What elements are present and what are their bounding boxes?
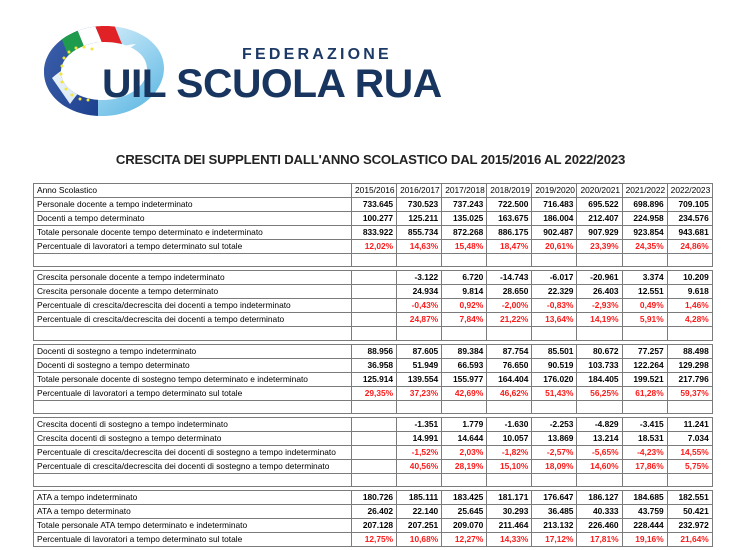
cell: 10,68% — [397, 533, 442, 547]
cell: 1.779 — [442, 417, 487, 431]
cell: 51,43% — [532, 386, 577, 400]
cell: -1,52% — [397, 445, 442, 459]
brand-text — [102, 32, 442, 118]
cell: 695.522 — [577, 198, 622, 212]
row-label — [34, 254, 352, 267]
cell: 59,37% — [667, 386, 712, 400]
cell — [577, 473, 622, 486]
cell — [667, 254, 712, 267]
cell: 14,63% — [397, 240, 442, 254]
table-row — [34, 285, 713, 299]
cell: 228.444 — [622, 519, 667, 533]
brand-name: UIL SCUOLA RUA — [102, 62, 442, 106]
cell: 11.241 — [667, 417, 712, 431]
cell: 14,33% — [487, 533, 532, 547]
row-label: Crescita docenti di sostegno a tempo indeterminato — [34, 417, 352, 431]
cell: 61,28% — [622, 386, 667, 400]
cell: 10.057 — [487, 431, 532, 445]
cell — [352, 417, 397, 431]
cell: 12,27% — [442, 533, 487, 547]
cell: 943.681 — [667, 226, 712, 240]
cell — [397, 254, 442, 267]
cell: 9.618 — [667, 285, 712, 299]
cell: -2,93% — [577, 299, 622, 313]
cell — [487, 473, 532, 486]
cell: 709.105 — [667, 198, 712, 212]
cell: 855.734 — [397, 226, 442, 240]
cell: 42,69% — [442, 386, 487, 400]
cell: 722.500 — [487, 198, 532, 212]
cell: 14,60% — [577, 459, 622, 473]
cell — [442, 400, 487, 413]
cell: -5,65% — [577, 445, 622, 459]
cell: 85.501 — [532, 344, 577, 358]
cell: 88.956 — [352, 344, 397, 358]
table-row — [34, 431, 713, 445]
cell — [352, 400, 397, 413]
cell: 21,64% — [667, 533, 712, 547]
column-header-3: 2018/2019 — [487, 184, 532, 198]
cell: 14,55% — [667, 445, 712, 459]
cell: 103.733 — [577, 358, 622, 372]
cell: 43.759 — [622, 505, 667, 519]
table-block-ata — [33, 490, 713, 547]
cell: -2,57% — [532, 445, 577, 459]
cell: 2,03% — [442, 445, 487, 459]
cell: -3.122 — [397, 271, 442, 285]
cell: 886.175 — [487, 226, 532, 240]
cell — [532, 254, 577, 267]
table-row — [34, 240, 713, 254]
table-row — [34, 533, 713, 547]
row-label: Docenti di sostegno a tempo determinato — [34, 358, 352, 372]
cell: 51.949 — [397, 358, 442, 372]
cell: 18.531 — [622, 431, 667, 445]
cell: 21,22% — [487, 313, 532, 327]
table-spacer-row — [34, 254, 713, 267]
cell — [532, 327, 577, 340]
row-label: Crescita docenti di sostegno a tempo determinato — [34, 431, 352, 445]
table-row — [34, 344, 713, 358]
cell: 7,84% — [442, 313, 487, 327]
cell: 199.521 — [622, 372, 667, 386]
cell: 5,91% — [622, 313, 667, 327]
cell: 76.650 — [487, 358, 532, 372]
cell: 17,86% — [622, 459, 667, 473]
cell — [352, 473, 397, 486]
cell: 17,12% — [532, 533, 577, 547]
row-label: Percentuale di crescita/decrescita dei docenti a tempo indeterminato — [34, 299, 352, 313]
cell: 186.004 — [532, 212, 577, 226]
cell: 37,23% — [397, 386, 442, 400]
cell: 183.425 — [442, 491, 487, 505]
table-block-crescita-docenti — [33, 270, 713, 340]
column-header-6: 2021/2022 — [622, 184, 667, 198]
cell: 15,10% — [487, 459, 532, 473]
cell — [622, 400, 667, 413]
cell: 211.464 — [487, 519, 532, 533]
cell — [352, 254, 397, 267]
cell: 181.171 — [487, 491, 532, 505]
cell: 182.551 — [667, 491, 712, 505]
cell: 923.854 — [622, 226, 667, 240]
cell — [667, 473, 712, 486]
cell — [352, 459, 397, 473]
cell: 155.977 — [442, 372, 487, 386]
cell: 17,81% — [577, 533, 622, 547]
cell: -0,43% — [397, 299, 442, 313]
cell: -14.743 — [487, 271, 532, 285]
cell — [352, 327, 397, 340]
cell: 89.384 — [442, 344, 487, 358]
row-label — [34, 327, 352, 340]
table-row — [34, 198, 713, 212]
cell: 80.672 — [577, 344, 622, 358]
cell: 207.251 — [397, 519, 442, 533]
row-label: Percentuale di crescita/decrescita dei docenti di sostegno a tempo determinato — [34, 459, 352, 473]
table-row — [34, 519, 713, 533]
cell — [352, 313, 397, 327]
row-label: Totale personale docente di sostegno tempo determinato e indeterminato — [34, 372, 352, 386]
cell: 3.374 — [622, 271, 667, 285]
cell: 13.214 — [577, 431, 622, 445]
cell: 180.726 — [352, 491, 397, 505]
cell: 7.034 — [667, 431, 712, 445]
cell — [577, 254, 622, 267]
cell — [442, 473, 487, 486]
cell — [397, 400, 442, 413]
cell: 66.593 — [442, 358, 487, 372]
table-row — [34, 226, 713, 240]
cell: -1.630 — [487, 417, 532, 431]
column-header-5: 2020/2021 — [577, 184, 622, 198]
cell: 4,28% — [667, 313, 712, 327]
cell: 19,16% — [622, 533, 667, 547]
cell: 24,35% — [622, 240, 667, 254]
row-label: ATA a tempo determinato — [34, 505, 352, 519]
table-spacer-row — [34, 473, 713, 486]
row-label: ATA a tempo indeterminato — [34, 491, 352, 505]
table-spacer-row — [34, 400, 713, 413]
row-label: Crescita personale docente a tempo determinato — [34, 285, 352, 299]
cell: 87.605 — [397, 344, 442, 358]
cell — [352, 431, 397, 445]
cell: 733.645 — [352, 198, 397, 212]
cell: -20.961 — [577, 271, 622, 285]
cell — [397, 327, 442, 340]
cell: 213.132 — [532, 519, 577, 533]
cell — [352, 299, 397, 313]
cell: 186.127 — [577, 491, 622, 505]
cell: 135.025 — [442, 212, 487, 226]
cell — [667, 327, 712, 340]
cell: 163.675 — [487, 212, 532, 226]
cell — [487, 400, 532, 413]
cell — [577, 327, 622, 340]
cell: 164.404 — [487, 372, 532, 386]
table-row — [34, 459, 713, 473]
cell: 737.243 — [442, 198, 487, 212]
cell: 5,75% — [667, 459, 712, 473]
cell: 22.329 — [532, 285, 577, 299]
row-label: Crescita personale docente a tempo indeterminato — [34, 271, 352, 285]
table-row — [34, 386, 713, 400]
row-label: Anno Scolastico — [34, 184, 352, 198]
cell: 716.483 — [532, 198, 577, 212]
cell: 0,49% — [622, 299, 667, 313]
table-row — [34, 358, 713, 372]
table-row — [34, 271, 713, 285]
table-block-crescita-sostegno — [33, 417, 713, 487]
cell: 902.487 — [532, 226, 577, 240]
cell: 22.140 — [397, 505, 442, 519]
cell — [442, 327, 487, 340]
cell — [487, 327, 532, 340]
row-label — [34, 473, 352, 486]
cell: 20,61% — [532, 240, 577, 254]
cell: 234.576 — [667, 212, 712, 226]
cell: 36.485 — [532, 505, 577, 519]
row-label: Personale docente a tempo indeterminato — [34, 198, 352, 212]
cell: 872.268 — [442, 226, 487, 240]
cell: 90.519 — [532, 358, 577, 372]
cell: 40.333 — [577, 505, 622, 519]
cell: 129.298 — [667, 358, 712, 372]
cell: 184.405 — [577, 372, 622, 386]
cell — [442, 254, 487, 267]
cell: 36.958 — [352, 358, 397, 372]
row-label: Percentuale di lavoratori a tempo determinato sul totale — [34, 240, 352, 254]
row-label: Docenti a tempo determinato — [34, 212, 352, 226]
table-row — [34, 445, 713, 459]
cell: 24,86% — [667, 240, 712, 254]
row-label: Totale personale ATA tempo determinato e indeterminato — [34, 519, 352, 533]
row-label: Totale personale docente tempo determinato e indeterminato — [34, 226, 352, 240]
cell: 125.211 — [397, 212, 442, 226]
table-row — [34, 299, 713, 313]
row-label: Percentuale di lavoratori a tempo determinato sul totale — [34, 386, 352, 400]
cell: 46,62% — [487, 386, 532, 400]
row-label — [34, 400, 352, 413]
cell: 9.814 — [442, 285, 487, 299]
cell: 25.645 — [442, 505, 487, 519]
cell: 122.264 — [622, 358, 667, 372]
cell: 40,56% — [397, 459, 442, 473]
cell — [352, 285, 397, 299]
cell: 18,47% — [487, 240, 532, 254]
cell: 18,09% — [532, 459, 577, 473]
cell: -0,83% — [532, 299, 577, 313]
cell — [352, 445, 397, 459]
cell — [577, 400, 622, 413]
cell: -1.351 — [397, 417, 442, 431]
cell: 209.070 — [442, 519, 487, 533]
cell: -2.253 — [532, 417, 577, 431]
cell: 24,87% — [397, 313, 442, 327]
cell: 833.922 — [352, 226, 397, 240]
cell: 12,02% — [352, 240, 397, 254]
cell: 88.498 — [667, 344, 712, 358]
cell: 26.402 — [352, 505, 397, 519]
data-sheet — [33, 183, 712, 550]
table-row — [34, 372, 713, 386]
cell: 77.257 — [622, 344, 667, 358]
cell: 12.551 — [622, 285, 667, 299]
cell — [622, 327, 667, 340]
table-row — [34, 491, 713, 505]
cell — [532, 400, 577, 413]
page-header — [0, 0, 741, 140]
cell — [397, 473, 442, 486]
table-block-docenti-totali — [33, 183, 713, 267]
cell — [622, 254, 667, 267]
cell: 13.869 — [532, 431, 577, 445]
cell: 176.020 — [532, 372, 577, 386]
cell: 224.958 — [622, 212, 667, 226]
cell: 226.460 — [577, 519, 622, 533]
table-row — [34, 212, 713, 226]
table-row — [34, 184, 713, 198]
federation-label: FEDERAZIONE — [242, 46, 392, 63]
page-title: CRESCITA DEI SUPPLENTI DALL'ANNO SCOLASTICO DAL 2015/2016 AL 2022/2023 — [115, 152, 626, 167]
cell: 10.209 — [667, 271, 712, 285]
cell: 730.523 — [397, 198, 442, 212]
cell: 139.554 — [397, 372, 442, 386]
cell: 100.277 — [352, 212, 397, 226]
cell: 6.720 — [442, 271, 487, 285]
cell: 212.407 — [577, 212, 622, 226]
cell: 29,35% — [352, 386, 397, 400]
cell: -4,23% — [622, 445, 667, 459]
column-header-7: 2022/2023 — [667, 184, 712, 198]
cell: -2,00% — [487, 299, 532, 313]
cell: 56,25% — [577, 386, 622, 400]
cell: 13,64% — [532, 313, 577, 327]
cell — [622, 473, 667, 486]
cell — [352, 271, 397, 285]
table-row — [34, 417, 713, 431]
cell: 1,46% — [667, 299, 712, 313]
cell: 207.128 — [352, 519, 397, 533]
column-header-4: 2019/2020 — [532, 184, 577, 198]
cell: 26.403 — [577, 285, 622, 299]
cell: -6.017 — [532, 271, 577, 285]
cell: 50.421 — [667, 505, 712, 519]
cell: 87.754 — [487, 344, 532, 358]
cell: -4.829 — [577, 417, 622, 431]
cell: 30.293 — [487, 505, 532, 519]
cell: 184.685 — [622, 491, 667, 505]
column-header-2: 2017/2018 — [442, 184, 487, 198]
cell: 176.647 — [532, 491, 577, 505]
cell: 698.896 — [622, 198, 667, 212]
row-label: Percentuale di crescita/decrescita dei docenti di sostegno a tempo indeterminato — [34, 445, 352, 459]
cell: 14.991 — [397, 431, 442, 445]
brand-logo — [40, 22, 442, 122]
cell: 28,19% — [442, 459, 487, 473]
table-row — [34, 313, 713, 327]
cell: 0,92% — [442, 299, 487, 313]
cell: 14.644 — [442, 431, 487, 445]
table-block-sostegno-totali — [33, 344, 713, 414]
cell — [487, 254, 532, 267]
cell: -3.415 — [622, 417, 667, 431]
cell: 23,39% — [577, 240, 622, 254]
cell: 185.111 — [397, 491, 442, 505]
cell: 125.914 — [352, 372, 397, 386]
cell: 217.796 — [667, 372, 712, 386]
row-label: Percentuale di crescita/decrescita dei docenti a tempo determinato — [34, 313, 352, 327]
column-header-0: 2015/2016 — [352, 184, 397, 198]
cell: 232.972 — [667, 519, 712, 533]
cell: 15,48% — [442, 240, 487, 254]
cell — [667, 400, 712, 413]
row-label: Docenti di sostegno a tempo indeterminato — [34, 344, 352, 358]
row-label: Percentuale di lavoratori a tempo determinato sul totale — [34, 533, 352, 547]
cell: 28.650 — [487, 285, 532, 299]
table-spacer-row — [34, 327, 713, 340]
cell: 24.934 — [397, 285, 442, 299]
cell — [532, 473, 577, 486]
cell: 12,75% — [352, 533, 397, 547]
table-row — [34, 505, 713, 519]
column-header-1: 2016/2017 — [397, 184, 442, 198]
cell: -1,82% — [487, 445, 532, 459]
cell: 14,19% — [577, 313, 622, 327]
cell: 907.929 — [577, 226, 622, 240]
